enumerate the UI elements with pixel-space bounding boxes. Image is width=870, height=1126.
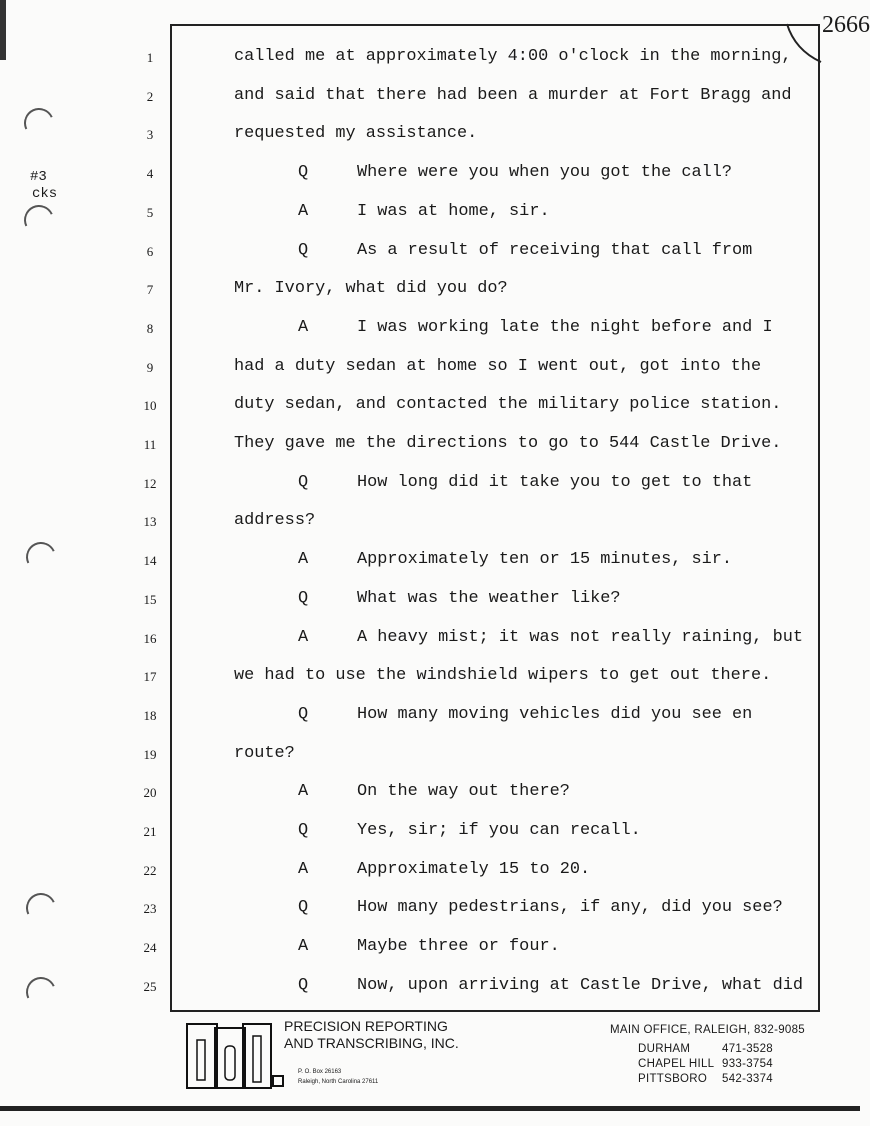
page-number: 2666 xyxy=(822,12,870,38)
speaker-label: Q xyxy=(298,975,309,995)
line-number: 8 xyxy=(146,320,154,336)
transcript-line: had a duty sedan at home so I went out, got into the xyxy=(234,356,762,376)
transcript-line: How many moving vehicles did you see en xyxy=(357,704,753,724)
line-number: 15 xyxy=(143,591,157,607)
transcript-line: A heavy mist; it was not really raining, but xyxy=(357,627,803,647)
punch-hole-icon xyxy=(20,104,58,142)
office-city: PITTSBORO xyxy=(638,1073,708,1085)
line-number: 16 xyxy=(143,630,157,646)
punch-hole-icon xyxy=(22,973,60,1011)
transcript-line: Now, upon arriving at Castle Drive, what did xyxy=(357,975,803,995)
transcript-line: How long did it take you to get to that xyxy=(357,472,753,492)
speaker-label: A xyxy=(298,201,309,221)
line-number: 11 xyxy=(143,437,157,452)
speaker-label: Q xyxy=(298,898,309,918)
transcript-line: we had to use the windshield wipers to get out there. xyxy=(234,666,772,686)
company-name-line2: AND TRANSCRIBING, INC. xyxy=(284,1035,459,1051)
line-number: 14 xyxy=(143,553,157,569)
transcript-line: As a result of receiving that call from xyxy=(357,240,753,260)
line-number: 23 xyxy=(143,901,157,917)
line-number: 20 xyxy=(143,785,157,801)
speaker-label: Q xyxy=(298,821,309,840)
line-number: 18 xyxy=(143,707,157,723)
speaker-label: Q xyxy=(298,472,309,492)
line-number: 1 xyxy=(146,50,154,65)
transcript-line: On the way out there? xyxy=(357,782,570,802)
line-number: 3 xyxy=(146,127,154,143)
line-number: 6 xyxy=(146,243,154,259)
transcript-line: Yes, sir; if you can recall. xyxy=(357,821,641,840)
line-number: 17 xyxy=(143,669,157,685)
speaker-label: Q xyxy=(298,704,309,724)
office-phone: 471-3528 xyxy=(722,1043,773,1055)
punch-hole-icon xyxy=(20,201,58,239)
transcript-line: route? xyxy=(234,743,295,763)
line-number: 2 xyxy=(146,88,154,104)
transcript-line: duty sedan, and contacted the military police station. xyxy=(234,395,782,415)
transcript-line: How many pedestrians, if any, did you see? xyxy=(357,898,783,918)
line-number: 24 xyxy=(143,940,157,956)
scan-edge xyxy=(0,0,6,60)
punch-hole-icon xyxy=(22,538,60,576)
main-office: MAIN OFFICE, RALEIGH, 832-9085 xyxy=(610,1024,805,1036)
transcript-line: I was working late the night before and I xyxy=(357,317,773,337)
line-number: 4 xyxy=(146,166,154,182)
speaker-label: Q xyxy=(298,163,309,183)
transcript-line: Mr. Ivory, what did you do? xyxy=(234,279,508,299)
margin-note: cks xyxy=(32,186,58,202)
transcript-line: address? xyxy=(234,511,316,531)
transcript-line: I was at home, sir. xyxy=(357,201,550,221)
transcript-line: and said that there had been a murder at Fort Bragg and xyxy=(234,85,792,105)
transcript-line: requested my assistance. xyxy=(234,124,478,144)
line-number: 12 xyxy=(143,475,157,491)
line-number: 13 xyxy=(143,514,157,530)
company-name-line1: PRECISION REPORTING xyxy=(284,1018,448,1034)
punch-hole-icon xyxy=(22,889,60,927)
transcript-line: Approximately ten or 15 minutes, sir. xyxy=(357,550,733,570)
speaker-label: Q xyxy=(298,240,309,260)
speaker-label: A xyxy=(298,937,309,957)
footer-rule xyxy=(0,1106,860,1111)
speaker-label: A xyxy=(298,859,309,879)
speaker-label: Q xyxy=(298,588,309,608)
speaker-label: A xyxy=(298,627,309,647)
address-line2: Raleigh, North Carolina 27611 xyxy=(298,1079,379,1085)
office-phone: 542-3374 xyxy=(722,1073,773,1085)
office-phone: 933-3754 xyxy=(722,1058,773,1070)
margin-note: #3 xyxy=(30,169,47,185)
transcript-line: Maybe three or four. xyxy=(357,937,560,957)
transcript-line: They gave me the directions to go to 544 Castle Drive. xyxy=(234,434,782,453)
address-line1: P. O. Box 26163 xyxy=(298,1069,342,1075)
line-number: 21 xyxy=(143,824,157,839)
transcript-line: Approximately 15 to 20. xyxy=(357,859,591,879)
speaker-label: A xyxy=(298,317,309,337)
line-number: 5 xyxy=(146,204,154,220)
line-number: 7 xyxy=(146,282,154,298)
line-number: 9 xyxy=(146,359,154,375)
line-number: 25 xyxy=(143,978,157,994)
transcript-line: What was the weather like? xyxy=(357,588,621,608)
transcript-line: Where were you when you got the call? xyxy=(357,163,733,183)
transcript-line: called me at approximately 4:00 o'clock in the morning, xyxy=(234,47,792,66)
office-city: DURHAM xyxy=(638,1043,691,1055)
line-number: 10 xyxy=(143,398,157,414)
speaker-label: A xyxy=(298,782,309,802)
company-logo xyxy=(185,1020,285,1092)
line-number: 22 xyxy=(143,862,157,878)
office-city: CHAPEL HILL xyxy=(638,1058,715,1070)
line-number: 19 xyxy=(143,746,157,762)
speaker-label: A xyxy=(298,550,309,570)
